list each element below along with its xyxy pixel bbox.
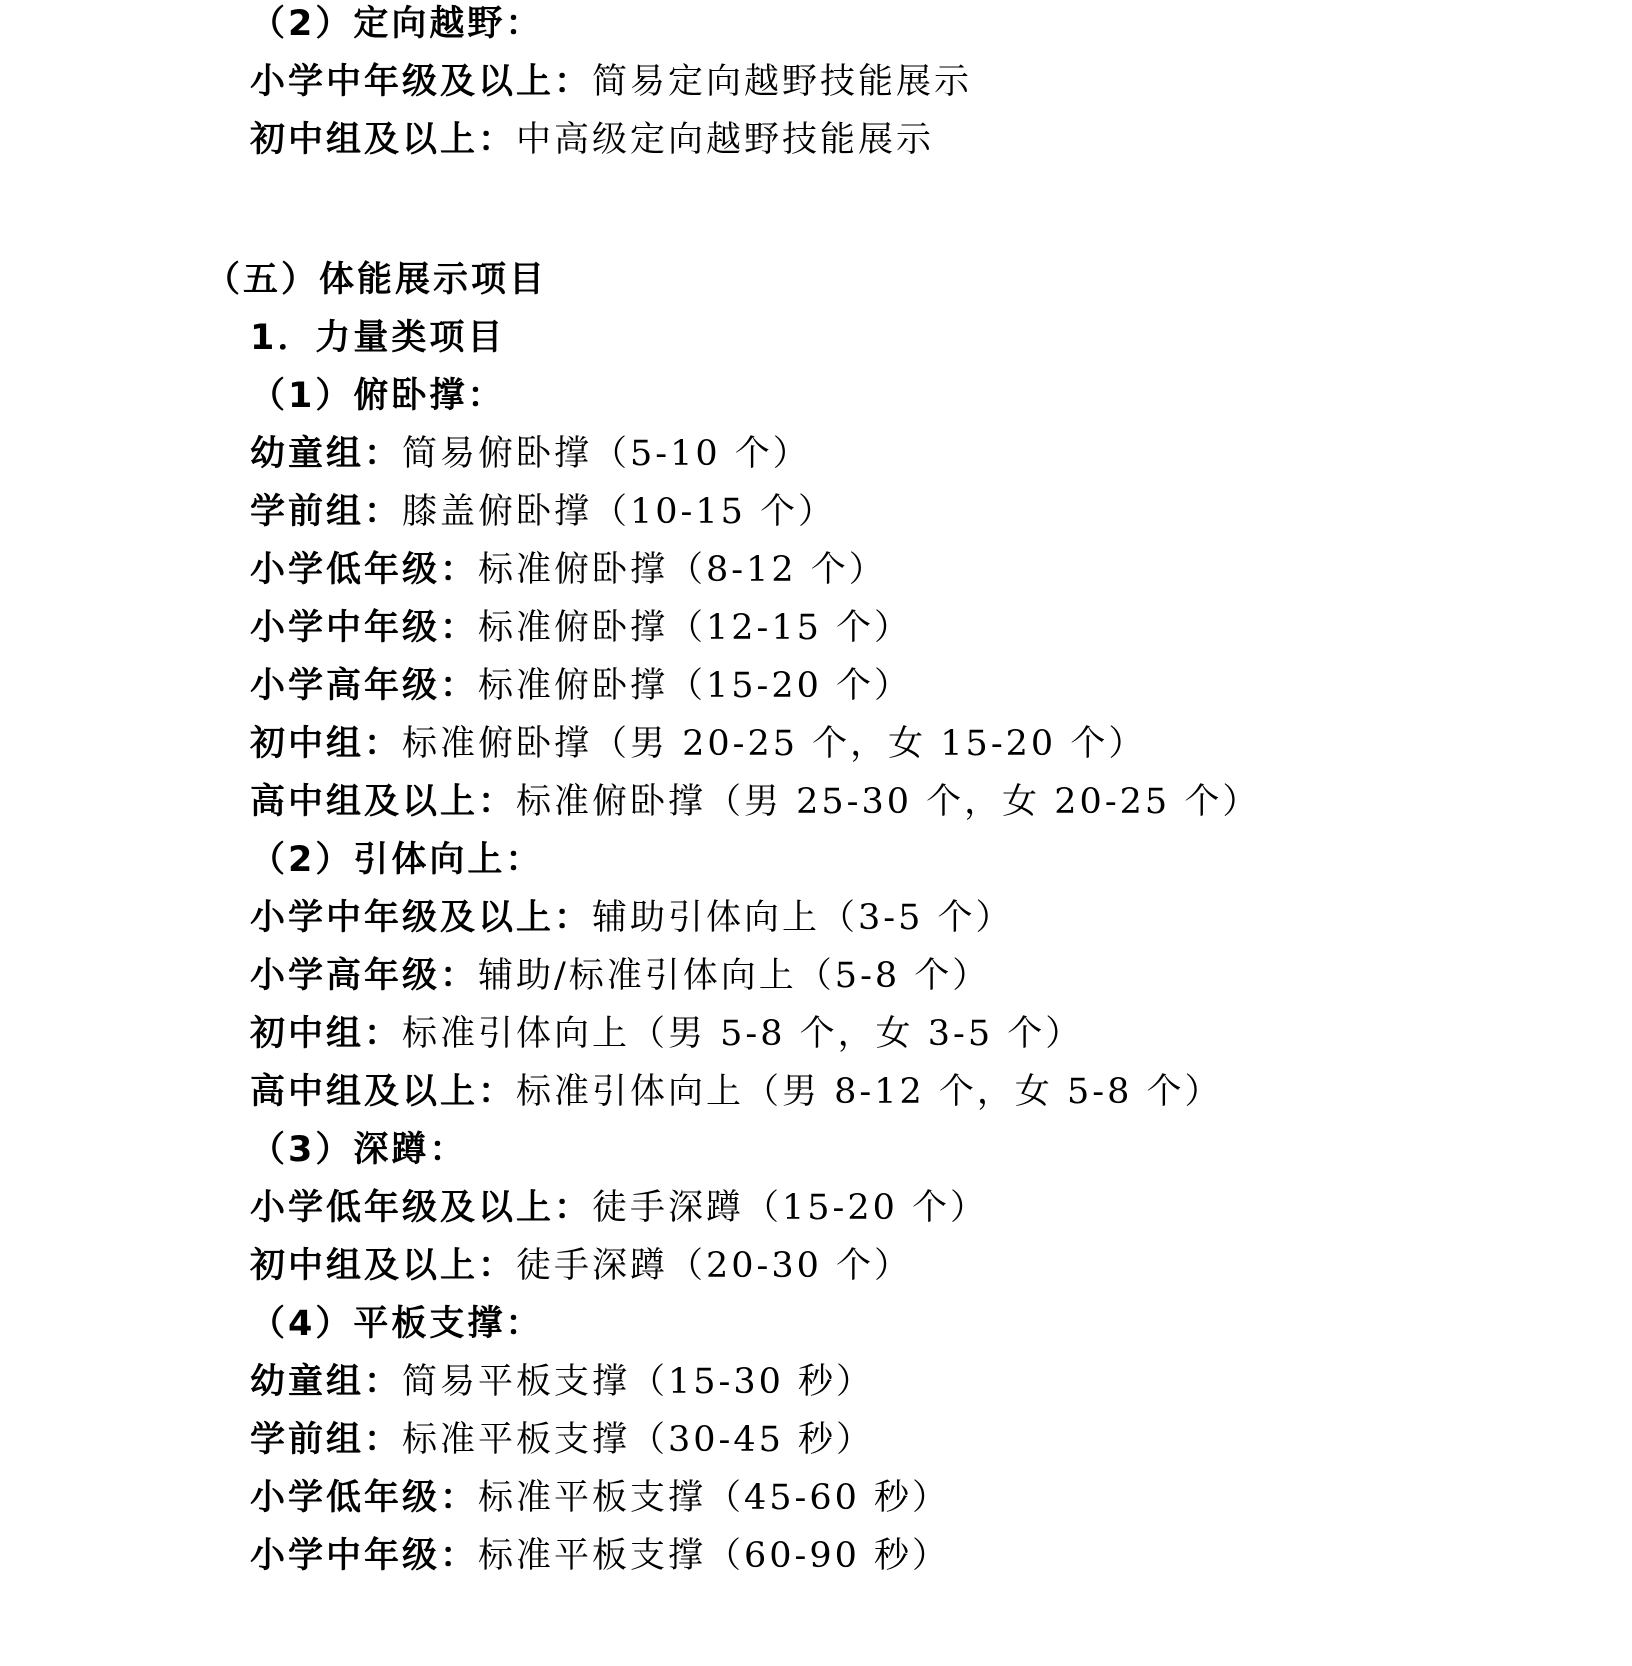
item-line: 小学中年级：标准平板支撑（60-90 秒）: [250, 1536, 951, 1576]
category-heading-strength: 1．力量类项目: [250, 318, 506, 358]
item-line: 初中组及以上：中高级定向越野技能展示: [250, 120, 935, 160]
item-line: 小学低年级：标准平板支撑（45-60 秒）: [250, 1478, 951, 1518]
item-line: 小学中年级及以上：辅助引体向上（3-5 个）: [250, 898, 1014, 938]
item-line: 初中组：标准俯卧撑（男 20-25 个，女 15-20 个）: [250, 724, 1147, 764]
item-line: 学前组：标准平板支撑（30-45 秒）: [250, 1420, 875, 1460]
item-line: 小学低年级：标准俯卧撑（8-12 个）: [250, 550, 887, 590]
item-line: 小学中年级及以上：简易定向越野技能展示: [250, 62, 973, 102]
item-line: 小学中年级：标准俯卧撑（12-15 个）: [250, 608, 913, 648]
subheading-squats: （3）深蹲：: [250, 1130, 468, 1170]
item-line: 初中组及以上：徒手深蹲（20-30 个）: [250, 1246, 913, 1286]
section-heading-fitness: （五）体能展示项目: [205, 260, 548, 300]
item-line: 高中组及以上：标准俯卧撑（男 25-30 个，女 20-25 个）: [250, 782, 1261, 822]
item-line: 幼童组：简易俯卧撑（5-10 个）: [250, 434, 811, 474]
item-line: 高中组及以上：标准引体向上（男 8-12 个，女 5-8 个）: [250, 1072, 1223, 1112]
item-line: 幼童组：简易平板支撑（15-30 秒）: [250, 1362, 875, 1402]
item-line: 小学低年级及以上：徒手深蹲（15-20 个）: [250, 1188, 989, 1228]
item-line: 小学高年级：标准俯卧撑（15-20 个）: [250, 666, 913, 706]
item-line: 初中组：标准引体向上（男 5-8 个，女 3-5 个）: [250, 1014, 1084, 1054]
item-line: 小学高年级：辅助/标准引体向上（5-8 个）: [250, 956, 991, 996]
item-line: 学前组：膝盖俯卧撑（10-15 个）: [250, 492, 837, 532]
subheading-plank: （4）平板支撑：: [250, 1304, 544, 1344]
subheading-orienteering: （2）定向越野：: [250, 4, 544, 44]
subheading-pushups: （1）俯卧撑：: [250, 376, 506, 416]
subheading-pullups: （2）引体向上：: [250, 840, 544, 880]
